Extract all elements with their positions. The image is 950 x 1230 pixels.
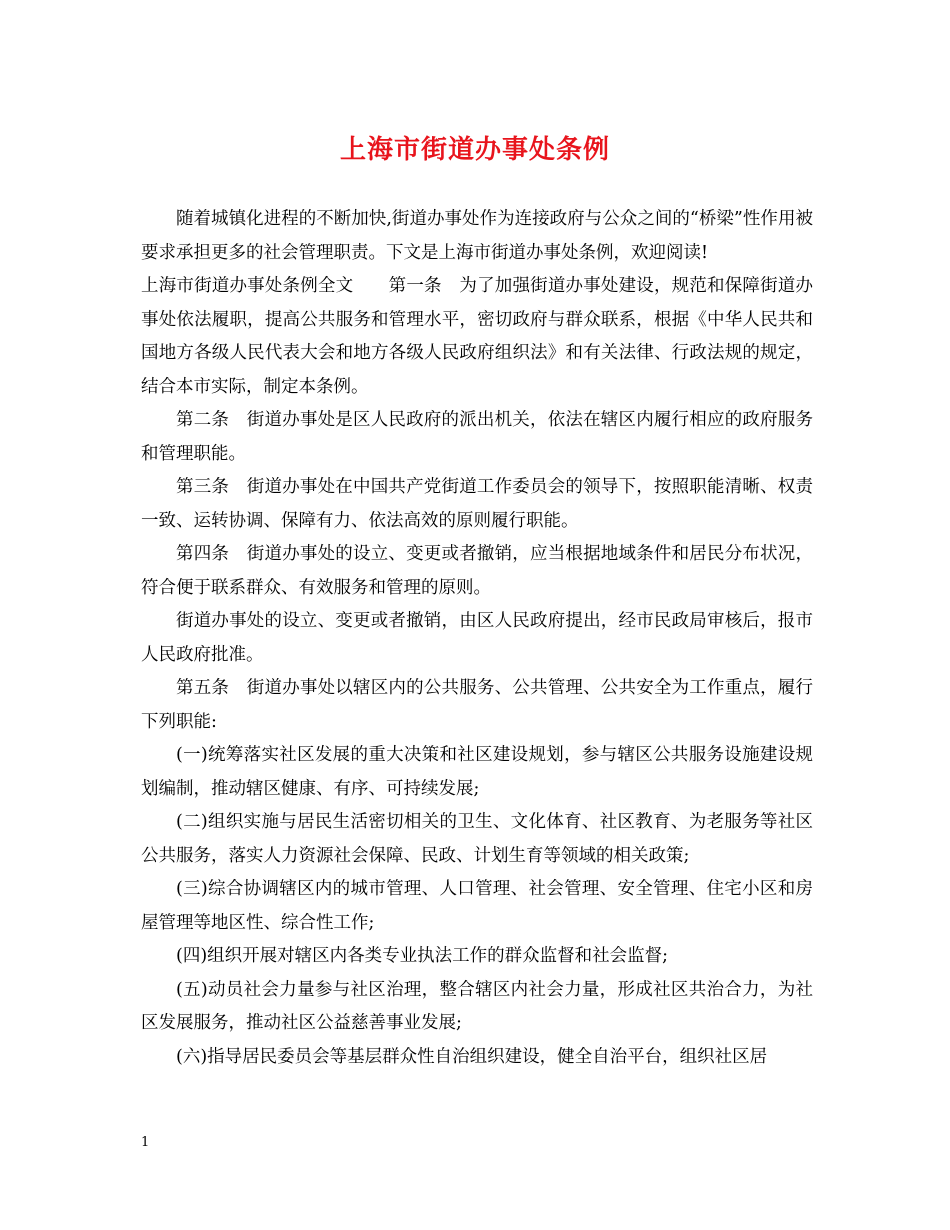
paragraph-article-5: 第五条 街道办事处以辖区内的公共服务、公共管理、公共安全为工作重点，履行下列职能: [141, 678, 813, 732]
paragraph-article-5-item-4: (四)组织开展对辖区内各类专业执法工作的群众监督和社会监督; [176, 946, 669, 966]
page-number: 1 [141, 1135, 150, 1150]
paragraph-article-5-item-2: (二)组织实施与居民生活密切相关的卫生、文化体育、社区教育、为老服务等社区公共服务，落实人力资源社会保障、民政、计划生育等领域的相关政策; [141, 812, 813, 866]
document-body [141, 203, 813, 1074]
paragraph-article-3: 第三条 街道办事处在中国共产党街道工作委员会的领导下，按照职能清晰、权责一致、运转协调、保障有力、依法高效的原则履行职能。 [141, 477, 813, 531]
paragraph-article-5-item-5: (五)动员社会力量参与社区治理，整合辖区内社会力量，形成社区共治合力，为社区发展服务，推动社区公益慈善事业发展; [141, 979, 813, 1033]
paragraph-article-5-item-1: (一)统筹落实社区发展的重大决策和社区建设规划，参与辖区公共服务设施建设规划编制，推动辖区健康、有序、可持续发展; [141, 745, 813, 799]
paragraph-article-5-item-3: (三)综合协调辖区内的城市管理、人口管理、社会管理、安全管理、住宅小区和房屋管理等地区性、综合性工作; [141, 879, 813, 933]
paragraph-article-2: 第二条 街道办事处是区人民政府的派出机关，依法在辖区内履行相应的政府服务和管理职能。 [141, 410, 813, 464]
paragraph-article-1: 上海市街道办事处条例全文 第一条 为了加强街道办事处建设，规范和保障街道办事处依法履职，提高公共服务和管理水平，密切政府与群众联系，根据《中华人民共和国地方各级人民代表大会和地方各级人民政府组织法》和有关法律、行政法规的规定，结合本市实际，制定本条例。 [141, 276, 813, 397]
paragraph-article-4: 第四条 街道办事处的设立、变更或者撤销，应当根据地域条件和居民分布状况，符合便于联系群众、有效服务和管理的原则。 [141, 544, 813, 598]
paragraph-intro: 随着城镇化进程的不断加快,街道办事处作为连接政府与公众之间的“桥梁”性作用被要求承担更多的社会管理职责。下文是上海市街道办事处条例，欢迎阅读! [141, 209, 813, 263]
paragraph-article-4-clause-2: 街道办事处的设立、变更或者撤销，由区人民政府提出，经市民政局审核后，报市人民政府批准。 [141, 611, 813, 665]
document-title: 上海市街道办事处条例 [339, 135, 610, 165]
paragraph-article-5-item-6: (六)指导居民委员会等基层群众性自治组织建设，健全自治平台，组织社区居 [176, 1046, 768, 1067]
